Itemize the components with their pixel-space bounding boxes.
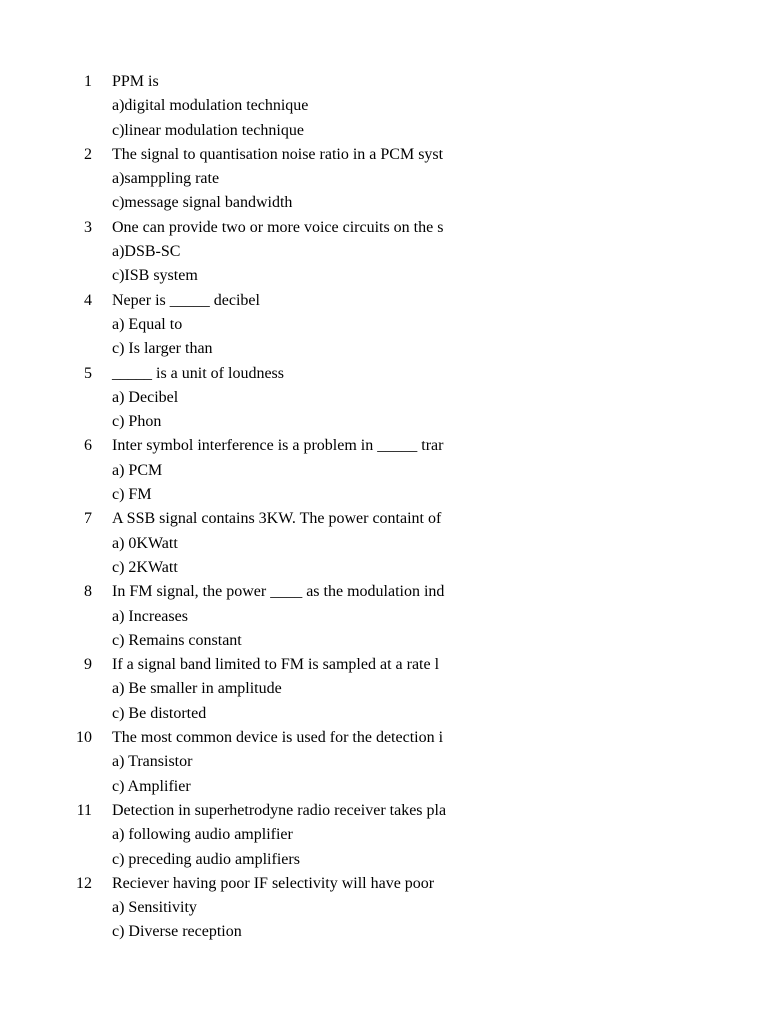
option-a: a) Be smaller in amplitude xyxy=(112,680,282,698)
question-number: 4 xyxy=(84,291,92,309)
option-c: c)linear modulation technique xyxy=(112,121,304,139)
question-line xyxy=(0,799,474,823)
question-text: Reciever having poor IF selectivity will have poor xyxy=(112,874,435,892)
question-text: Neper is _____ decibel xyxy=(112,291,260,309)
question-line xyxy=(0,216,474,240)
question-line xyxy=(0,434,474,458)
option-line xyxy=(0,775,474,799)
question-line xyxy=(0,580,474,604)
question-number: 6 xyxy=(84,437,92,455)
option-line xyxy=(0,191,474,215)
option-c: c) Amplifier xyxy=(112,777,191,795)
option-line xyxy=(0,896,474,920)
option-a: a)DSB-SC xyxy=(112,243,181,261)
option-line xyxy=(0,119,474,143)
option-line xyxy=(0,167,474,191)
option-a: a) Transistor xyxy=(112,753,193,771)
question-text: A SSB signal contains 3KW. The power containt of xyxy=(112,510,442,528)
option-a: a)samppling rate xyxy=(112,170,220,188)
question-text: The signal to quantisation noise ratio in a PCM syst xyxy=(112,145,444,163)
option-line xyxy=(0,750,474,774)
option-c: c) Be distorted xyxy=(112,704,207,722)
option-c: c) Diverse reception xyxy=(112,923,242,941)
question-list xyxy=(0,70,474,950)
option-line xyxy=(0,410,474,434)
question-block xyxy=(0,507,474,580)
question-block xyxy=(0,872,474,945)
question-text: PPM is xyxy=(112,73,159,90)
option-line xyxy=(0,264,474,288)
question-text: One can provide two or more voice circuits on the s xyxy=(112,218,444,236)
option-a: a) Sensitivity xyxy=(112,899,197,917)
option-c: c) Is larger than xyxy=(112,340,213,358)
question-text: Detection in superhetrodyne radio receiver takes pla xyxy=(112,801,447,819)
question-text: If a signal band limited to FM is sampled at a rate l xyxy=(112,656,440,674)
option-a: a) 0KWatt xyxy=(112,534,178,552)
question-number: 8 xyxy=(84,583,92,601)
option-line xyxy=(0,483,474,507)
option-line xyxy=(0,240,474,264)
option-c: c) Remains constant xyxy=(112,631,242,649)
option-line xyxy=(0,920,474,944)
question-line xyxy=(0,70,474,94)
option-c: c)ISB system xyxy=(112,267,198,285)
option-c: c) 2KWatt xyxy=(112,558,178,576)
option-line xyxy=(0,702,474,726)
question-text: Inter symbol interference is a problem in _____ trar xyxy=(112,437,444,455)
question-number: 5 xyxy=(84,364,92,382)
question-block xyxy=(0,580,474,653)
option-line xyxy=(0,94,474,118)
question-number: 9 xyxy=(84,656,92,674)
question-line xyxy=(0,362,474,386)
question-line xyxy=(0,507,474,531)
question-block xyxy=(0,362,474,435)
question-text: _____ is a unit of loudness xyxy=(112,364,284,382)
option-line xyxy=(0,532,474,556)
question-line xyxy=(0,653,474,677)
option-line xyxy=(0,848,474,872)
question-text: In FM signal, the power ____ as the modulation ind xyxy=(112,583,445,601)
question-text: The most common device is used for the detection i xyxy=(112,729,444,747)
option-a: a) PCM xyxy=(112,461,163,479)
option-c: c)message signal bandwidth xyxy=(112,194,293,212)
question-block xyxy=(0,726,474,799)
question-line xyxy=(0,289,474,313)
question-block xyxy=(0,799,474,872)
option-line xyxy=(0,337,474,361)
option-a: a) following audio amplifier xyxy=(112,826,293,844)
question-number: 10 xyxy=(76,729,92,747)
question-line xyxy=(0,872,474,896)
question-number: 3 xyxy=(84,218,92,236)
question-number: 7 xyxy=(84,510,92,528)
question-block xyxy=(0,70,474,143)
option-line xyxy=(0,313,474,337)
option-line xyxy=(0,629,474,653)
option-line xyxy=(0,677,474,701)
option-line xyxy=(0,823,474,847)
option-c: c) FM xyxy=(112,486,152,504)
question-block xyxy=(0,434,474,507)
question-block xyxy=(0,143,474,216)
question-line xyxy=(0,726,474,750)
question-number: 2 xyxy=(84,145,92,163)
question-block xyxy=(0,289,474,362)
option-a: a) Increases xyxy=(112,607,188,625)
question-block xyxy=(0,653,474,726)
option-a: a)digital modulation technique xyxy=(112,97,309,115)
question-number: 12 xyxy=(76,874,92,892)
option-line xyxy=(0,605,474,629)
option-line xyxy=(0,459,474,483)
question-number: 11 xyxy=(76,801,92,819)
option-a: a) Decibel xyxy=(112,388,179,406)
question-block xyxy=(0,216,474,289)
option-line xyxy=(0,386,474,410)
option-a: a) Equal to xyxy=(112,315,183,333)
question-line xyxy=(0,143,474,167)
option-c: c) preceding audio amplifiers xyxy=(112,850,300,868)
option-c: c) Phon xyxy=(112,413,162,431)
option-line xyxy=(0,556,474,580)
question-number: 1 xyxy=(84,73,92,90)
